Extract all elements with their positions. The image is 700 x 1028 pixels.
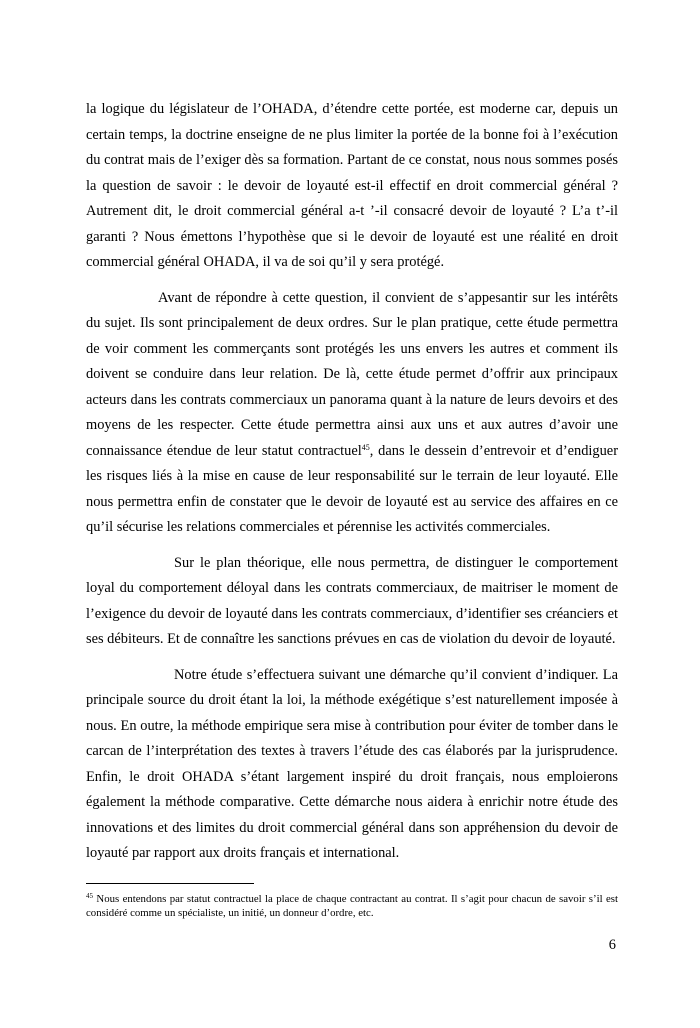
footnote-separator: [86, 883, 254, 884]
footnote-number: 45: [86, 892, 93, 900]
page-number: 6: [608, 937, 616, 953]
paragraph-4: [86, 663, 618, 867]
paragraph-1-text: la logique du législateur de l’OHADA, d’étendre cette portée, est moderne car, depuis un certain temps, la doctrine enseigne de ne plus limiter la portée de la bonne foi à l’exécution du contrat mais de l’exiger dès sa formation. Partant de ce constat, nous nous sommes posés la question de savoir : le devoir de loyauté est-il effectif en droit commercial général ? Autrement dit, le droit commercial général a-t ’-il consacré devoir de loyauté ? L’a t’-il garanti ? Nous émettons l’hypothèse que si le devoir de loyauté est une réalité en droit commercial général OHADA, il va de soi qu’il y sera protégé.: [86, 101, 618, 270]
footnote-text: Nous entendons par statut contractuel la place de chaque contractant au contrat. Il s’agit pour chacun de savoir s’il est considéré comme un spécialiste, un initié, un donneur d’ordre, etc.: [86, 893, 618, 919]
footnote-reference-45[interactable]: 45: [361, 442, 370, 452]
paragraph-3: [86, 551, 618, 653]
paragraph-4-text: Notre étude s’effectuera suivant une démarche qu’il convient d’indiquer. La principale source du droit étant la loi, la méthode exégétique s’est naturellement imposée à nous. En outre, la méthode empirique sera mise à contribution pour éviter de tomber dans le carcan de l’interprétation des textes à travers l’étude des cas élaborés par la jurisprudence. Enfin, le droit OHADA s’étant largement inspiré du droit français, nous emploierons également la méthode comparative. Cette démarche nous aidera à enrichir notre étude des innovations et des limites du droit commercial général dans son appréhension du devoir de loyauté par rapport aux droits français et international.: [86, 666, 618, 861]
body-text: [86, 97, 618, 877]
footnote-45: [86, 892, 618, 920]
paragraph-2: [86, 286, 618, 541]
paragraph-3-text: Sur le plan théorique, elle nous permettra, de distinguer le comportement loyal du comportement déloyal dans les contrats commerciaux, de maitriser le moment de l’exigence du devoir de loyauté dans les contrats commerciaux, d’identifier ses créanciers et ses débiteurs. Et de connaître les sanctions prévues en cas de violation du devoir de loyauté.: [86, 554, 618, 647]
paragraph-2-text-after-note: , dans le dessein d’entrevoir et d’endiguer les risques liés à la mise en cause de leur responsabilité sur le terrain de leur loyauté. Elle nous permettra enfin de constater que le devoir de loyauté est au service des affaires en ce qu’il sécurise les relations commerciales et pérennise les activités commerciales.: [86, 442, 618, 535]
paragraph-1: [86, 97, 618, 276]
paragraph-2-text-before-note: Avant de répondre à cette question, il convient de s’appesantir sur les intérêts du sujet. Ils sont principalement de deux ordres. Sur le plan pratique, cette étude permettra de voir comment les commerçants sont protégés les uns envers les autres et comment ils doivent se conduire dans leur relation. De là, cette étude permet d’offrir aux principaux acteurs dans les contrats commerciaux un panorama quant à la nature de leurs devoirs et des moyens de les respecter. Cette étude permettra ainsi aux uns et aux autres d’avoir une connaissance étendue de leur statut contractuel: [86, 289, 618, 459]
